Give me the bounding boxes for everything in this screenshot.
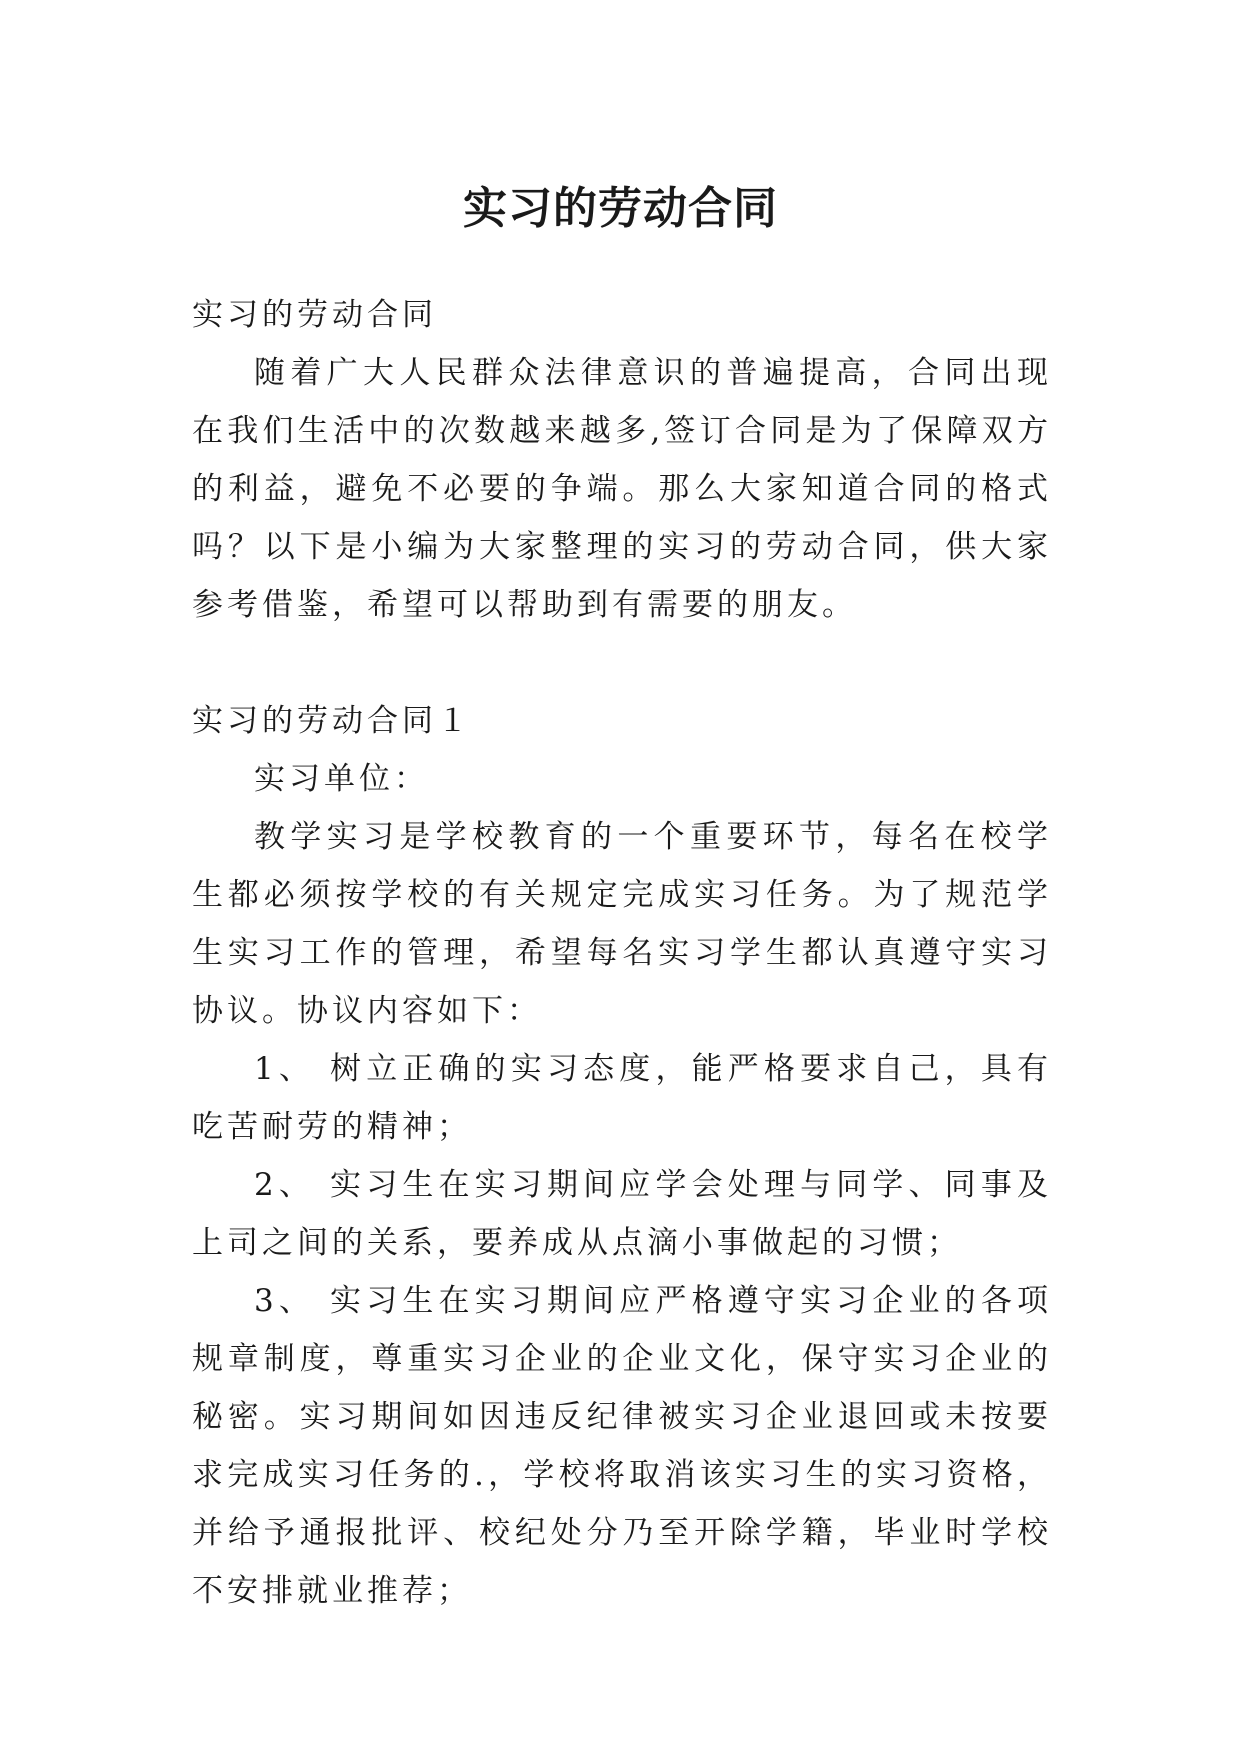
paragraph-preamble: 教学实习是学校教育的一个重要环节，每名在校学生都必须按学校的有关规定完成实习任务。为了规范学生实习工作的管理，希望每名实习学生都认真遵守实习协议。协议内容如下：	[192, 819, 1052, 1029]
paragraph-internship-unit: 实习单位：	[254, 761, 429, 797]
document-title: 实习的劳动合同	[463, 183, 778, 235]
document-body	[192, 286, 1052, 1620]
paragraph-intro: 随着广大人民群众法律意识的普遍提高，合同出现在我们生活中的次数越来越多,签订合同是为了保障双方的利益，避免不必要的争端。那么大家知道合同的格式吗？以下是小编为大家整理的实习的劳动合同，供大家参考借鉴，希望可以帮助到有需要的朋友。	[192, 355, 1052, 623]
clause-3: 3、 实习生在实习期间应严格遵守实习企业的各项规章制度，尊重实习企业的企业文化，保守实习企业的秘密。实习期间如因违反纪律被实习企业退回或未按要求完成实习任务的.，学校将取消该实习生的实习资格，并给予通报批评、校纪处分乃至开除学籍，毕业时学校不安排就业推荐；	[192, 1283, 1052, 1609]
clause-1: 1、 树立正确的实习态度，能严格要求自己，具有吃苦耐劳的精神；	[192, 1051, 1052, 1145]
section-heading: 实习的劳动合同１	[192, 703, 472, 739]
clause-2: 2、 实习生在实习期间应学会处理与同学、同事及上司之间的关系，要养成从点滴小事做起的习惯；	[192, 1167, 1052, 1261]
paragraph-heading: 实习的劳动合同	[192, 297, 437, 333]
